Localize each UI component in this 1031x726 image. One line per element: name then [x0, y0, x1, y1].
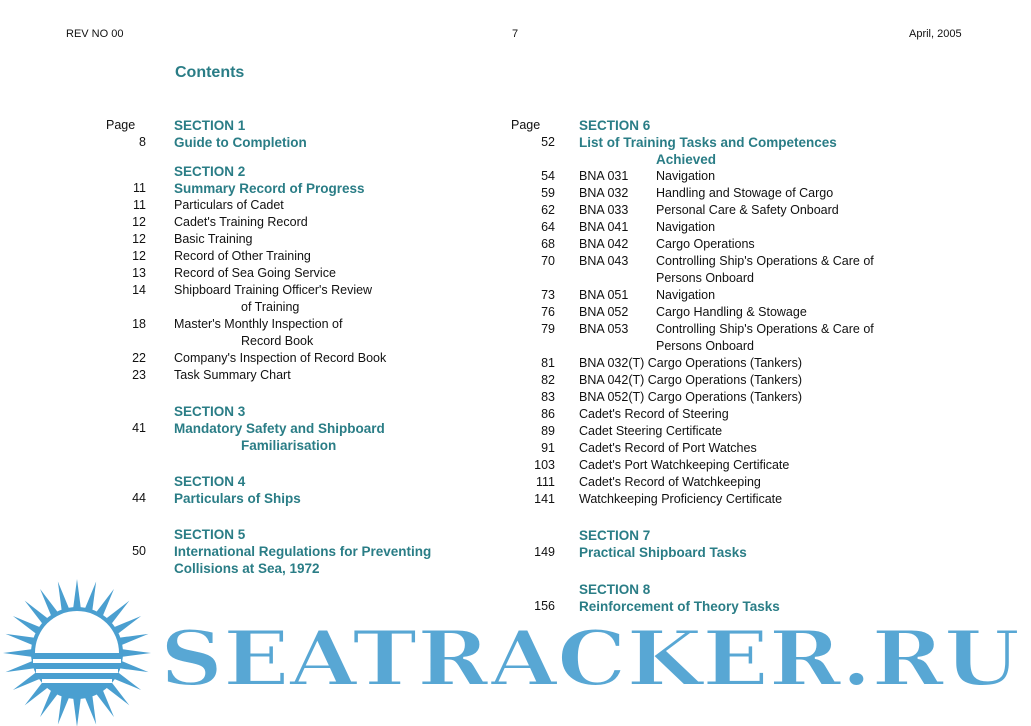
- sun-ray: [58, 582, 70, 612]
- toc-entry[interactable]: [500, 185, 920, 202]
- task-code: BNA 043: [579, 254, 629, 268]
- page-label: Page: [511, 118, 541, 132]
- sun-ray: [73, 697, 81, 726]
- task-code: BNA 052: [579, 305, 629, 319]
- toc-entry[interactable]: [500, 236, 920, 253]
- entry-title: Controlling Ship's Operations & Care of: [656, 322, 874, 336]
- entry-title: Persons Onboard: [656, 271, 754, 285]
- entry-title: Shipboard Training Officer's Review: [174, 283, 373, 297]
- page-number: 59: [541, 186, 555, 200]
- task-code: BNA 033: [579, 203, 629, 217]
- page-number: 8: [139, 135, 146, 149]
- entry-title: Navigation: [656, 220, 716, 234]
- toc-entry-continued: [100, 299, 500, 316]
- page-number: 14: [132, 283, 146, 297]
- toc-entry[interactable]: [100, 490, 500, 507]
- page-number: 41: [132, 421, 146, 435]
- page-number: 103: [534, 458, 555, 472]
- page-number: 156: [534, 599, 555, 613]
- task-code: BNA 051: [579, 288, 629, 302]
- entry-title: Watchkeeping Proficiency Certificate: [579, 492, 783, 506]
- entry-title: Company's Inspection of Record Book: [174, 351, 387, 365]
- entry-title: Reinforcement of Theory Tasks: [579, 599, 780, 614]
- page-number: 12: [132, 249, 146, 263]
- toc-entry[interactable]: [500, 134, 920, 151]
- entry-title: Cadet's Port Watchkeeping Certificate: [579, 458, 790, 472]
- entry-title: Collisions at Sea, 1972: [174, 561, 320, 576]
- section-7-heading: [500, 527, 920, 544]
- page-number: 62: [541, 203, 555, 217]
- entry-title: Navigation: [656, 169, 716, 183]
- entry-title: Controlling Ship's Operations & Care of: [656, 254, 874, 268]
- task-code: BNA 032: [579, 186, 629, 200]
- sun-ray: [73, 579, 81, 609]
- entry-title: Particulars of Cadet: [174, 198, 284, 212]
- toc-entry[interactable]: [500, 321, 920, 338]
- toc-entry[interactable]: [100, 214, 500, 231]
- sun-ray: [121, 649, 151, 657]
- toc-entry[interactable]: [100, 248, 500, 265]
- header-page-number: 7: [512, 28, 519, 40]
- header-date: April, 2005: [909, 28, 962, 40]
- page-number: 141: [534, 492, 555, 506]
- entry-title: Master's Monthly Inspection of: [174, 317, 343, 331]
- section-4-heading: [100, 473, 500, 490]
- entry-title: Cargo Handling & Stowage: [656, 305, 807, 319]
- toc-entry[interactable]: [500, 406, 920, 423]
- sun-logo-icon: [3, 579, 151, 726]
- sun-ray: [118, 634, 148, 646]
- watermark-text: SEATRACKER.RU: [160, 614, 1021, 703]
- toc-entry[interactable]: [500, 202, 920, 219]
- sun-ray: [85, 694, 97, 724]
- entry-title: Cadet's Record of Port Watches: [579, 441, 757, 455]
- toc-entry[interactable]: [500, 372, 920, 389]
- page-number: 13: [132, 266, 146, 280]
- toc-entry[interactable]: [100, 367, 500, 384]
- toc-entry[interactable]: [100, 231, 500, 248]
- entry-title: Cadet's Training Record: [174, 215, 308, 229]
- page-number: 50: [132, 544, 146, 558]
- entry-title: Basic Training: [174, 232, 253, 246]
- page-number: 111: [535, 475, 555, 489]
- toc-entry-continued: [100, 437, 500, 454]
- entry-title: Mandatory Safety and Shipboard: [174, 421, 385, 436]
- entry-title: Navigation: [656, 288, 716, 302]
- sun-ray: [3, 649, 33, 657]
- section-5-heading: [100, 526, 500, 543]
- page-number: 73: [541, 288, 555, 302]
- entry-title: Record of Sea Going Service: [174, 266, 336, 280]
- page-number: 23: [132, 368, 146, 382]
- entry-title: of Training: [241, 300, 300, 314]
- toc-entry[interactable]: [100, 197, 500, 214]
- toc-entry-continued: [500, 338, 920, 355]
- page-number: 83: [541, 390, 555, 404]
- page-number: 149: [534, 545, 555, 559]
- entry-title: Cargo Operations: [656, 237, 755, 251]
- toc-entry-continued: [500, 151, 920, 168]
- page-number: 18: [132, 317, 146, 331]
- entry-title: BNA 042(T) Cargo Operations (Tankers): [579, 373, 803, 387]
- toc-entry[interactable]: [500, 544, 920, 561]
- entry-title: Guide to Completion: [174, 135, 307, 150]
- entry-title: BNA 052(T) Cargo Operations (Tankers): [579, 390, 803, 404]
- sun-ray: [85, 582, 97, 612]
- entry-title: Cadet's Record of Watchkeeping: [579, 475, 761, 489]
- toc-entry[interactable]: [100, 265, 500, 282]
- toc-right-column: [500, 117, 920, 615]
- task-code: BNA 031: [579, 169, 629, 183]
- toc-entry[interactable]: [500, 491, 920, 508]
- task-code: BNA 041: [579, 220, 629, 234]
- toc-entry[interactable]: [500, 355, 920, 372]
- section-label: SECTION 7: [579, 528, 651, 543]
- entry-title: Familiarisation: [241, 438, 337, 453]
- section-label: SECTION 1: [174, 118, 246, 133]
- toc-entry[interactable]: [500, 440, 920, 457]
- header-rev: REV NO 00: [66, 28, 124, 40]
- entry-title: Persons Onboard: [656, 339, 754, 353]
- sun-ray: [118, 661, 148, 673]
- entry-title: BNA 032(T) Cargo Operations (Tankers): [579, 356, 803, 370]
- section-label: SECTION 3: [174, 404, 246, 419]
- page-number: 64: [541, 220, 555, 234]
- section-label: SECTION 6: [579, 118, 651, 133]
- page-number: 76: [541, 305, 555, 319]
- toc-entry[interactable]: [100, 420, 500, 437]
- toc-entry[interactable]: [100, 282, 500, 299]
- toc-entry[interactable]: [500, 457, 920, 474]
- section-label: SECTION 8: [579, 582, 651, 597]
- page-number: 68: [541, 237, 555, 251]
- entry-title: Summary Record of Progress: [174, 181, 365, 196]
- entry-title: Achieved: [656, 152, 717, 167]
- toc-entry[interactable]: [100, 316, 500, 333]
- toc-entry[interactable]: [100, 543, 500, 560]
- toc-entry[interactable]: [100, 350, 500, 367]
- page-number: 91: [541, 441, 555, 455]
- section-6-heading: [500, 117, 920, 134]
- page-number: 44: [132, 491, 146, 505]
- entry-title: Handling and Stowage of Cargo: [656, 186, 834, 200]
- toc-entry[interactable]: [500, 168, 920, 185]
- toc-entry[interactable]: [500, 423, 920, 440]
- toc-entry[interactable]: [500, 287, 920, 304]
- section-3-heading: [100, 403, 500, 420]
- page-number: 11: [133, 181, 146, 195]
- entry-title: Record of Other Training: [174, 249, 311, 263]
- toc-entry-continued: [100, 333, 500, 350]
- page-number: 54: [541, 169, 555, 183]
- section-2-heading: [100, 163, 500, 180]
- toc-entry[interactable]: [500, 474, 920, 491]
- entry-title: List of Training Tasks and Competences: [579, 135, 837, 150]
- section-1-heading: [100, 117, 500, 134]
- page-number: 22: [132, 351, 146, 365]
- contents-title: Contents: [175, 64, 245, 81]
- toc-entry[interactable]: [500, 253, 920, 270]
- section-label: SECTION 5: [174, 527, 246, 542]
- page-number: 11: [133, 198, 146, 212]
- entry-title: Record Book: [241, 334, 314, 348]
- entry-title: Personal Care & Safety Onboard: [656, 203, 839, 217]
- task-code: BNA 053: [579, 322, 629, 336]
- page-number: 86: [541, 407, 555, 421]
- entry-title: Practical Shipboard Tasks: [579, 545, 747, 560]
- entry-title: Task Summary Chart: [174, 368, 291, 382]
- toc-left-column: [100, 117, 500, 577]
- toc-entry-continued: [500, 270, 920, 287]
- page-number: 89: [541, 424, 555, 438]
- page-number: 82: [541, 373, 555, 387]
- toc-entry[interactable]: [500, 389, 920, 406]
- toc-entry[interactable]: [500, 304, 920, 321]
- section-label: SECTION 4: [174, 474, 246, 489]
- page-number: 52: [541, 135, 555, 149]
- page-number: 12: [132, 215, 146, 229]
- entry-title: Particulars of Ships: [174, 491, 301, 506]
- entry-title: Cadet Steering Certificate: [579, 424, 723, 438]
- seatracker-watermark: [0, 575, 1031, 726]
- page-label: Page: [106, 118, 136, 132]
- entry-title: International Regulations for Preventing: [174, 544, 432, 559]
- toc-entry[interactable]: [100, 180, 500, 197]
- entry-title: Cadet's Record of Steering: [579, 407, 729, 421]
- toc-entry[interactable]: [100, 134, 500, 151]
- page-number: 12: [132, 232, 146, 246]
- sun-ray: [6, 634, 36, 646]
- toc-entry[interactable]: [500, 219, 920, 236]
- section-label: SECTION 2: [174, 164, 246, 179]
- sun-ray: [58, 694, 70, 724]
- sun-ray: [6, 661, 36, 673]
- page-number: 70: [541, 254, 555, 268]
- task-code: BNA 042: [579, 237, 629, 251]
- page-number: 79: [541, 322, 555, 336]
- page-number: 81: [541, 356, 555, 370]
